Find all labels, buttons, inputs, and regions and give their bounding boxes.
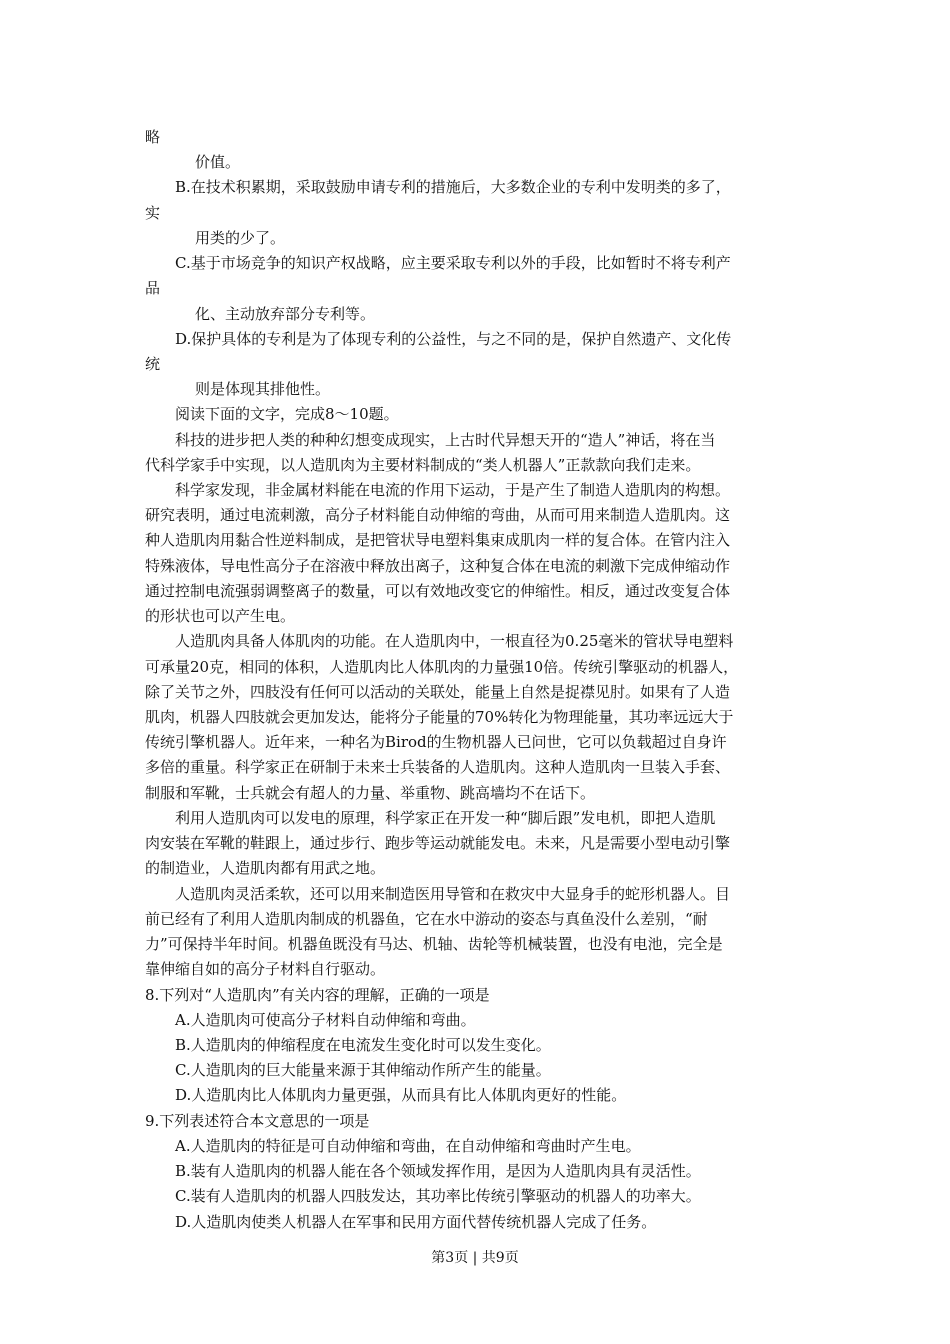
- option-line: D.人造肌肉使类人机器人在军事和民用方面代替传统机器人完成了任务。: [175, 1213, 657, 1231]
- paragraph-line: 人造肌肉具备人体肌肉的功能。在人造肌肉中，一根直径为0.25毫米的管状导电塑料: [175, 632, 734, 650]
- paragraph-line: 种人造肌肉用黏合性逆料制成，是把管状导电塑料集束成肌肉一样的复合体。在管内注入: [145, 531, 731, 549]
- paragraph-line: 科技的进步把人类的种种幻想变成现实，上古时代异想天开的“造人”神话，将在当: [175, 431, 716, 449]
- paragraph-line: 传统引擎机器人。近年来，一种名为Birod的生物机器人已问世，它可以负载超过自身许: [145, 733, 727, 751]
- paragraph-line: 的形状也可以产生电。: [145, 607, 296, 625]
- option-line: B.在技术积累期，采取鼓励申请专利的措施后，大多数企业的专利中发明类的多了，: [175, 178, 731, 196]
- text-line: 略: [145, 128, 161, 146]
- option-line: D.人造肌肉比人体肌肉力量更强，从而具有比人体肌肉更好的性能。: [175, 1086, 627, 1104]
- page-footer: 第3页 | 共9页: [431, 1250, 519, 1266]
- text-line: 用类的少了。: [195, 229, 286, 247]
- paragraph-line: 利用人造肌肉可以发电的原理，科学家正在开发一种“脚后跟”发电机，即把人造肌: [175, 809, 716, 827]
- paragraph-line: 靠伸缩自如的高分子材料自行驱动。: [145, 960, 386, 978]
- text-line: 实: [145, 204, 161, 222]
- option-line: C.装有人造肌肉的机器人四肢发达，其功率比传统引擎驱动的机器人的功率大。: [175, 1187, 701, 1205]
- text-line: 化、主动放弃部分专利等。: [195, 305, 376, 323]
- option-line: D.保护具体的专利是为了体现专利的公益性，与之不同的是，保护自然遗产、文化传: [175, 330, 732, 348]
- paragraph-line: 多倍的重量。科学家正在研制于未来士兵装备的人造肌肉。这种人造肌肉一旦装入手套、: [145, 758, 731, 776]
- paragraph-line: 人造肌肉灵活柔软，还可以用来制造医用导管和在救灾中大显身手的蛇形机器人。目: [175, 885, 731, 903]
- paragraph-line: 的制造业，人造肌肉都有用武之地。: [145, 859, 386, 877]
- paragraph-line: 可承量20克，相同的体积，人造肌肉比人体肌肉的力量强10倍。传统引擎驱动的机器人，: [145, 658, 739, 676]
- question-stem: 9.下列表述符合本文意思的一项是: [145, 1112, 370, 1130]
- option-line: A.人造肌肉的特征是可自动伸缩和弯曲，在自动伸缩和弯曲时产生电。: [175, 1137, 641, 1155]
- paragraph-line: 通过控制电流强弱调整离子的数量，可以有效地改变它的伸缩性。相反，通过改变复合体: [145, 582, 731, 600]
- section-instruction: 阅读下面的文字，完成8～10题。: [175, 405, 399, 423]
- paragraph-line: 肉安装在军靴的鞋跟上，通过步行、跑步等运动就能发电。未来，凡是需要小型电动引擎: [145, 834, 731, 852]
- text-line: 品: [145, 279, 161, 297]
- option-line: C.人造肌肉的巨大能量来源于其伸缩动作所产生的能量。: [175, 1061, 551, 1079]
- paragraph-line: 力”可保持半年时间。机器鱼既没有马达、机轴、齿轮等机械装置，也没有电池，完全是: [145, 935, 723, 953]
- text-line: 统: [145, 355, 161, 373]
- text-line: 价值。: [195, 153, 241, 171]
- paragraph-line: 前已经有了利用人造肌肉制成的机器鱼，它在水中游动的姿态与真鱼没什么差别，“耐: [145, 910, 708, 928]
- option-line: B.人造肌肉的伸缩程度在电流发生变化时可以发生变化。: [175, 1036, 551, 1054]
- paragraph-line: 制服和军靴，士兵就会有超人的力量、举重物、跳高墙均不在话下。: [145, 784, 596, 802]
- paragraph-line: 肌肉，机器人四肢就会更加发达，能将分子能量的70%转化为物理能量，其功率远远大于: [145, 708, 734, 726]
- option-line: C.基于市场竞争的知识产权战略，应主要采取专利以外的手段，比如暂时不将专利产: [175, 254, 731, 272]
- question-stem: 8.下列对“人造肌肉”有关内容的理解，正确的一项是: [145, 986, 490, 1004]
- paragraph-line: 特殊液体，导电性高分子在溶液中释放出离子，这种复合体在电流的刺激下完成伸缩动作: [145, 557, 731, 575]
- paragraph-line: 科学家发现，非金属材料能在电流的作用下运动，于是产生了制造人造肌肉的构想。: [175, 481, 731, 499]
- paragraph-line: 研究表明，通过电流刺激，高分子材料能自动伸缩的弯曲，从而可用来制造人造肌肉。这: [145, 506, 731, 524]
- option-line: A.人造肌肉可使高分子材料自动伸缩和弯曲。: [175, 1011, 476, 1029]
- text-line: 则是体现其排他性。: [195, 380, 331, 398]
- option-line: B.装有人造肌肉的机器人能在各个领域发挥作用，是因为人造肌肉具有灵活性。: [175, 1162, 701, 1180]
- paragraph-line: 除了关节之外，四肢没有任何可以活动的关联处，能量上自然是捉襟见肘。如果有了人造: [145, 683, 731, 701]
- paragraph-line: 代科学家手中实现，以人造肌肉为主要材料制成的“类人机器人”正款款向我们走来。: [145, 456, 701, 474]
